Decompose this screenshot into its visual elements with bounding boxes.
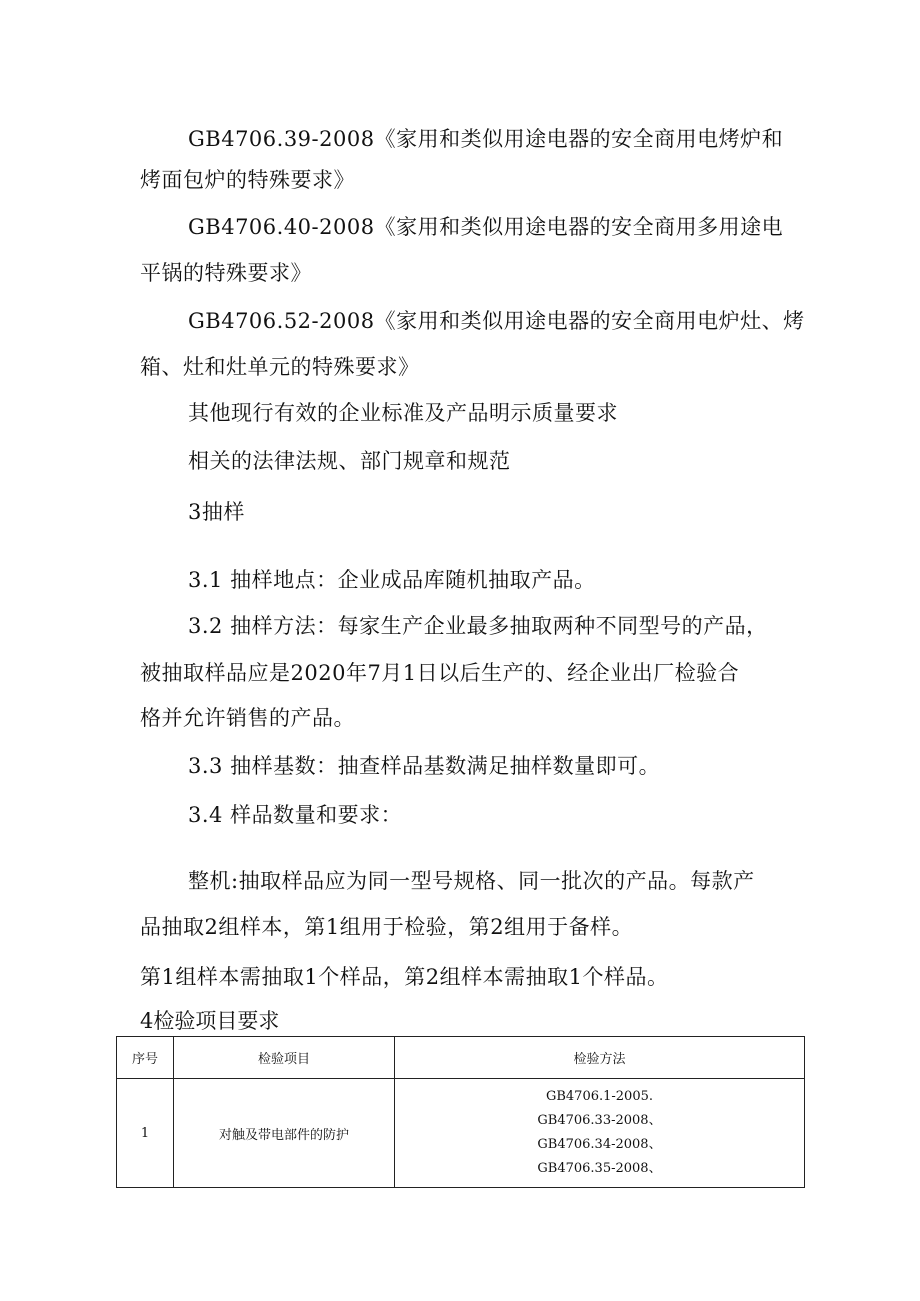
standard-39-line2: 烤面包炉的特殊要求》 <box>140 168 355 192</box>
row-methods <box>395 1079 805 1188</box>
standard-40-line2: 平锅的特殊要求》 <box>140 261 312 285</box>
standard-52-line1: GB4706.52-2008《家用和类似用途电器的安全商用电炉灶、烤 <box>188 309 805 333</box>
standard-52-line2: 箱、灶和灶单元的特殊要求》 <box>140 355 420 379</box>
whole-machine-line2: 品抽取2组样本，第1组用于检验，第2组用于备样。 <box>140 915 634 939</box>
sampling-location: 3.1 抽样地点：企业成品库随机抽取产品。 <box>188 568 596 592</box>
other-standards-line: 其他现行有效的企业标准及产品明示质量要求 <box>188 401 618 425</box>
whole-machine-line1: 整机:抽取样品应为同一型号规格、同一批次的产品。每款产 <box>188 869 755 893</box>
section-4-heading: 4检验项目要求 <box>140 1009 280 1033</box>
section-3-heading: 3抽样 <box>188 500 245 524</box>
sampling-method-line1: 3.2 抽样方法：每家生产企业最多抽取两种不同型号的产品， <box>188 614 768 638</box>
method-line: GB4706.34-2008、 <box>537 1137 662 1152</box>
standard-40-line1: GB4706.40-2008《家用和类似用途电器的安全商用多用途电 <box>188 215 784 239</box>
inspection-items-table <box>116 1036 805 1188</box>
sample-quantity-heading: 3.4 样品数量和要求： <box>188 803 403 827</box>
header-no: 序号 <box>117 1037 174 1079</box>
header-method: 检验方法 <box>395 1037 805 1079</box>
sampling-method-line2: 被抽取样品应是2020年7月1日以后生产的、经企业出厂检验合 <box>140 661 740 685</box>
table-header-row <box>117 1037 805 1079</box>
method-line: GB4706.1-2005. <box>545 1089 654 1104</box>
sampling-method-line3: 格并允许销售的产品。 <box>140 706 355 730</box>
laws-line: 相关的法律法规、部门规章和规范 <box>188 449 511 473</box>
table-row <box>117 1079 805 1188</box>
row-item: 对触及带电部件的防护 <box>174 1079 395 1188</box>
header-item: 检验项目 <box>174 1037 395 1079</box>
method-line: GB4706.33-2008、 <box>537 1113 662 1128</box>
method-line: GB4706.35-2008、 <box>537 1161 662 1176</box>
sample-groups-line: 第1组样本需抽取1个样品，第2组样本需抽取1个样品。 <box>140 965 669 989</box>
row-no: 1 <box>117 1079 174 1188</box>
standard-39-line1: GB4706.39-2008《家用和类似用途电器的安全商用电烤炉和 <box>188 127 784 151</box>
sampling-base: 3.3 抽样基数：抽查样品基数满足抽样数量即可。 <box>188 754 661 778</box>
